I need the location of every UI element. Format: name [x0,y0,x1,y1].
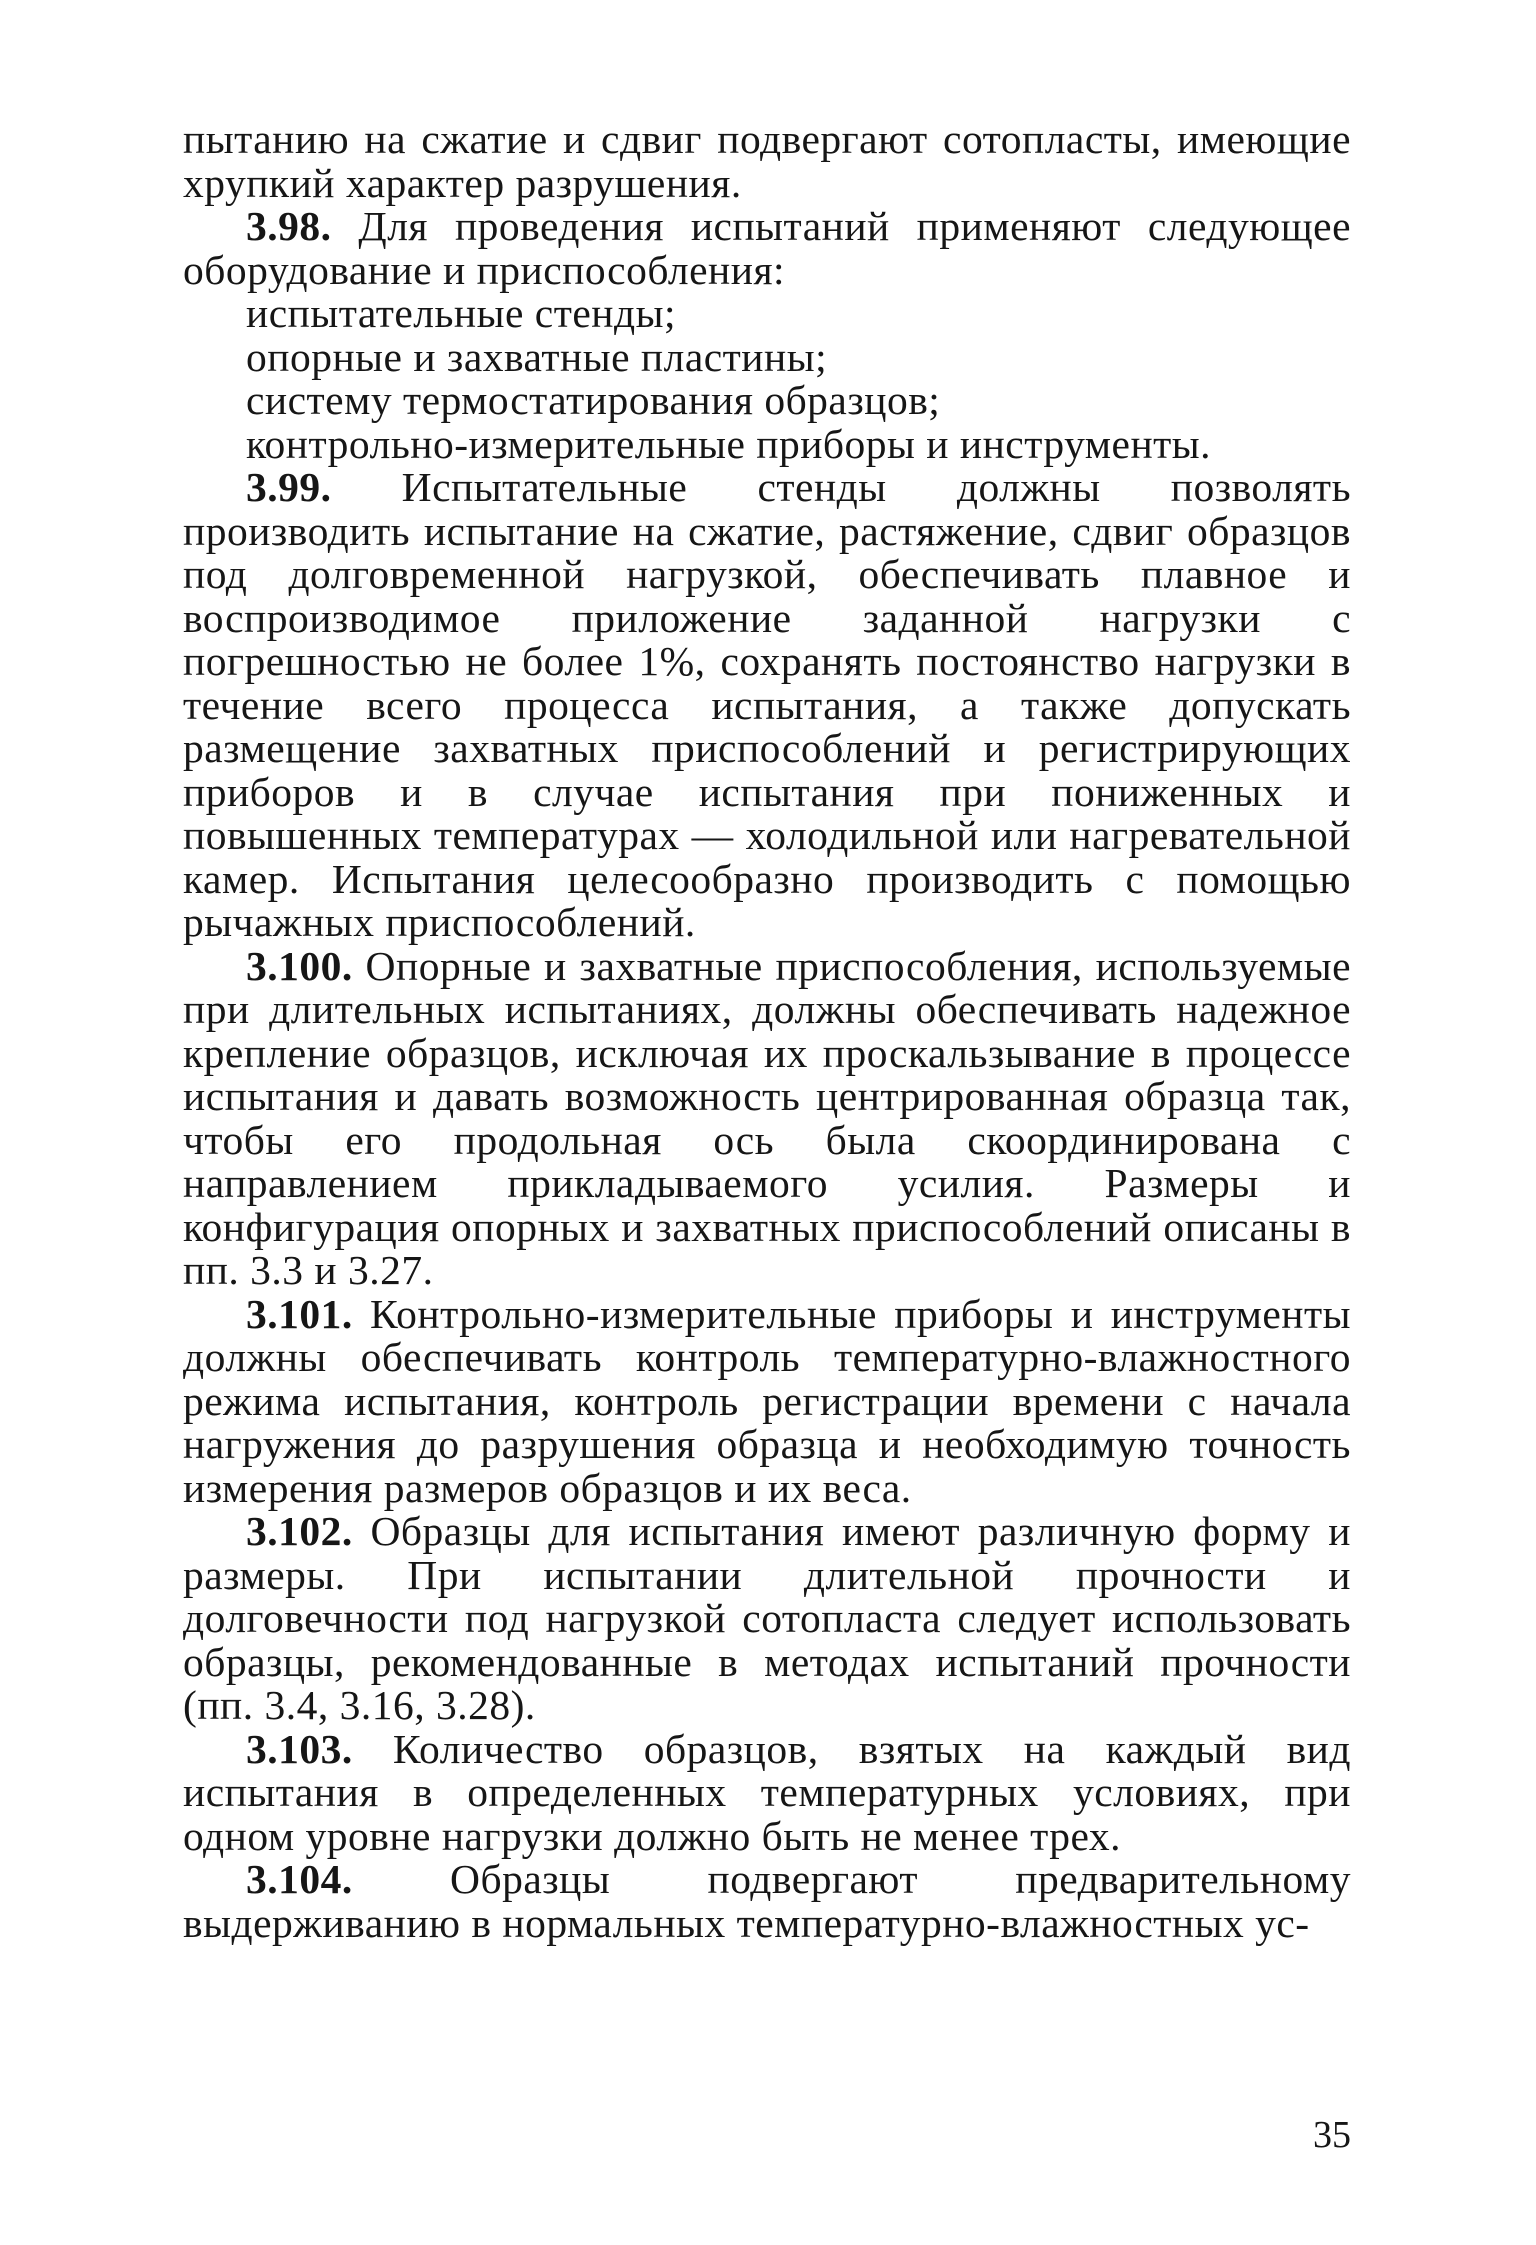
paragraph-3-101 [183,1290,1351,1511]
section-number: 3.98. [246,203,332,249]
section-number: 3.104. [246,1856,353,1902]
paragraph-text: Для проведения испытаний применяют следующее оборудование и приспособления: [183,203,1351,293]
list-item-text: опорные и захватные пластины; [246,333,828,380]
paragraph-text: Образцы подвергают предварительному выдерживанию в нормальных температурно-влажностных ус- [183,1856,1351,1946]
section-number: 3.99. [246,464,332,510]
paragraph-3-100 [183,942,1351,1293]
paragraph-text: пытанию на сжатие и сдвиг подвергают сотопласты, имеющие хрупкий характер разрушения. [183,116,1351,206]
paragraph-3-102 [183,1510,1351,1728]
section-number: 3.101. [246,1290,353,1337]
section-number: 3.100. [246,942,353,989]
paragraph-text: Образцы для испытания имеют различную форму и размеры. При испытании длительной прочности и долговечности под нагрузкой сотопласта следует использовать образцы, рекомендованные в методах испытаний прочности (пп. 3.4, 3.16, 3.28). [183,1508,1351,1728]
list-item-text: систему термостатирования образцов; [246,377,941,423]
list-item-stands [183,292,1351,336]
list-item-text: контрольно-измерительные приборы и инструменты. [246,420,1212,467]
list-item-text: испытательные стенды; [246,290,676,336]
section-number: 3.102. [246,1508,353,1554]
section-number: 3.103. [246,1725,353,1772]
paragraph-3-104 [183,1858,1351,1945]
paragraph-continuation [183,118,1351,205]
paragraph-text: Испытательные стенды должны позволять производить испытание на сжатие, растяжение, сдвиг образцов под долговременной нагрузкой, обеспечивать плавное и воспроизводимое приложение заданной нагрузки с погрешностью не более 1%, сохранять постоянство нагрузки в течение всего процесса испытания, а также допускать размещение захватных приспособлений и регистрирующих приборов и в случае испытания при пониженных и повышенных температурах — холодильной или нагревательной камер. Испытания целесообразно производить с помощью рычажных приспособлений. [183,464,1351,945]
page-number: 35 [1313,2114,1351,2156]
paragraph-text: Опорные и захватные приспособления, используемые при длительных испытаниях, должны обеспечивать надежное крепление образцов, исключая их проскальзывание в процессе испытания и давать возможность центрированная образца так, чтобы его продольная ось была скоординирована с направлением прикладываемого усилия. Размеры и конфигурация опорных и захватных приспособлений описаны в пп. 3.3 и 3.27. [183,942,1351,1293]
paragraph-3-99 [183,466,1351,945]
document-body [183,118,1351,1945]
paragraph-3-103 [183,1725,1351,1859]
list-item-thermostat [183,379,1351,423]
paragraph-text: Контрольно-измерительные приборы и инструменты должны обеспечивать контроль температурно-влажностного режима испытания, контроль регистрации времени с начала нагружения до разрушения образца и необходимую точность измерения размеров образцов и их веса. [183,1290,1351,1511]
list-item-instruments [183,420,1351,467]
paragraph-text: Количество образцов, взятых на каждый вид испытания в определенных температурных условиях, при одном уровне нагрузки должно быть не менее трех. [183,1725,1351,1859]
paragraph-3-98 [183,205,1351,292]
list-item-plates [183,333,1351,380]
